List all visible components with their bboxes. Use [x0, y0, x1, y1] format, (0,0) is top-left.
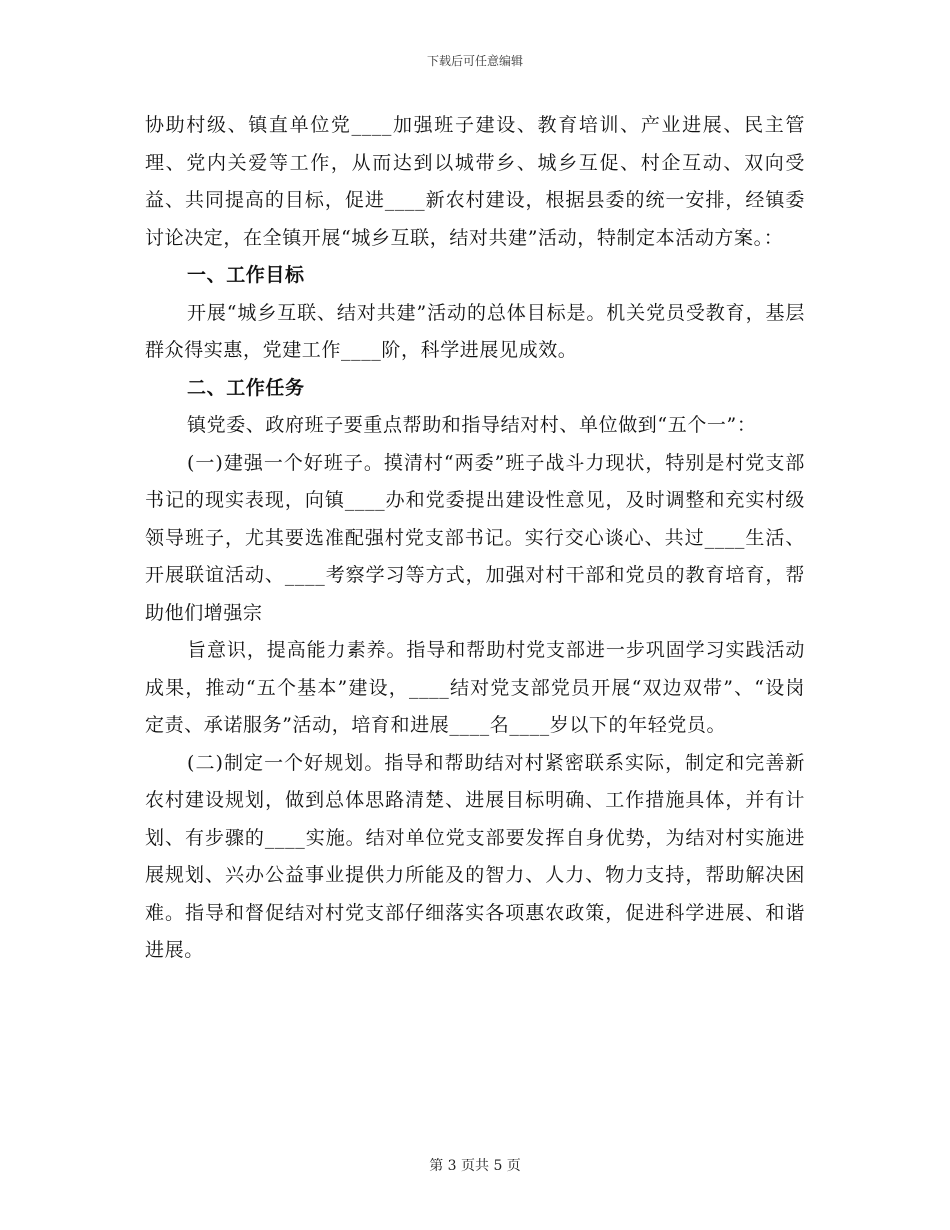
task-one-paragraph: (一)建强一个好班子。摸清村“两委”班子战斗力现状，特别是村党支部书记的现实表现，向镇____办和党委提出建设性意见，及时调整和充实村级领导班子，尤其要选准配强村党支部书记。实行交心谈心、共过____生活、开展联谊活动、____考察学习等方式，加强对村干部和党员的教育培育，帮助他们增强宗: [145, 451, 805, 624]
section-heading-work-tasks: 二、工作任务: [187, 376, 305, 399]
intro-paragraph: 协助村级、镇直单位党____加强班子建设、教育培训、产业进展、民主管理、党内关爱等工作，从而达到以城带乡、城乡互促、村企互动、双向受益、共同提高的目标，促进____新农村建设，根据县委的统一安排，经镇委讨论决定，在全镇开展“城乡互联，结对共建”活动，特制定本活动方案。：: [145, 114, 805, 249]
work-goal-paragraph: 开展“城乡互联、结对共建”活动的总体目标是。机关党员受教育，基层群众得实惠，党建工作____阶，科学进展见成效。: [145, 301, 805, 361]
task-one-continued-paragraph: 旨意识，提高能力素养。指导和帮助村党支部进一步巩固学习实践活动成果，推动“五个基本”建设，____结对党支部党员开展“双边双带”、“设岗定责、承诺服务”活动，培育和进展____名____岁以下的年轻党员。: [145, 639, 805, 736]
work-tasks-intro-paragraph: 镇党委、政府班子要重点帮助和指导结对村、单位做到“五个一”：: [187, 414, 757, 436]
page-number-footer: 第 3 页共 5 页: [429, 1158, 521, 1174]
page-header-note: 下载后可任意编辑: [426, 54, 523, 68]
task-two-paragraph: (二)制定一个好规划。指导和帮助结对村紧密联系实际，制定和完善新农村建设规划，做到总体思路清楚、进展目标明确、工作措施具体，并有计划、有步骤的____实施。结对单位党支部要发挥自身优势，为结对村实施进展规划、兴办公益事业提供力所能及的智力、人力、物力支持，帮助解决困难。指导和督促结对村党支部仔细落实各项惠农政策，促进科学进展、和谐进展。: [145, 751, 805, 961]
section-heading-work-goal: 一、工作目标: [187, 264, 305, 286]
document-body: [145, 107, 805, 970]
